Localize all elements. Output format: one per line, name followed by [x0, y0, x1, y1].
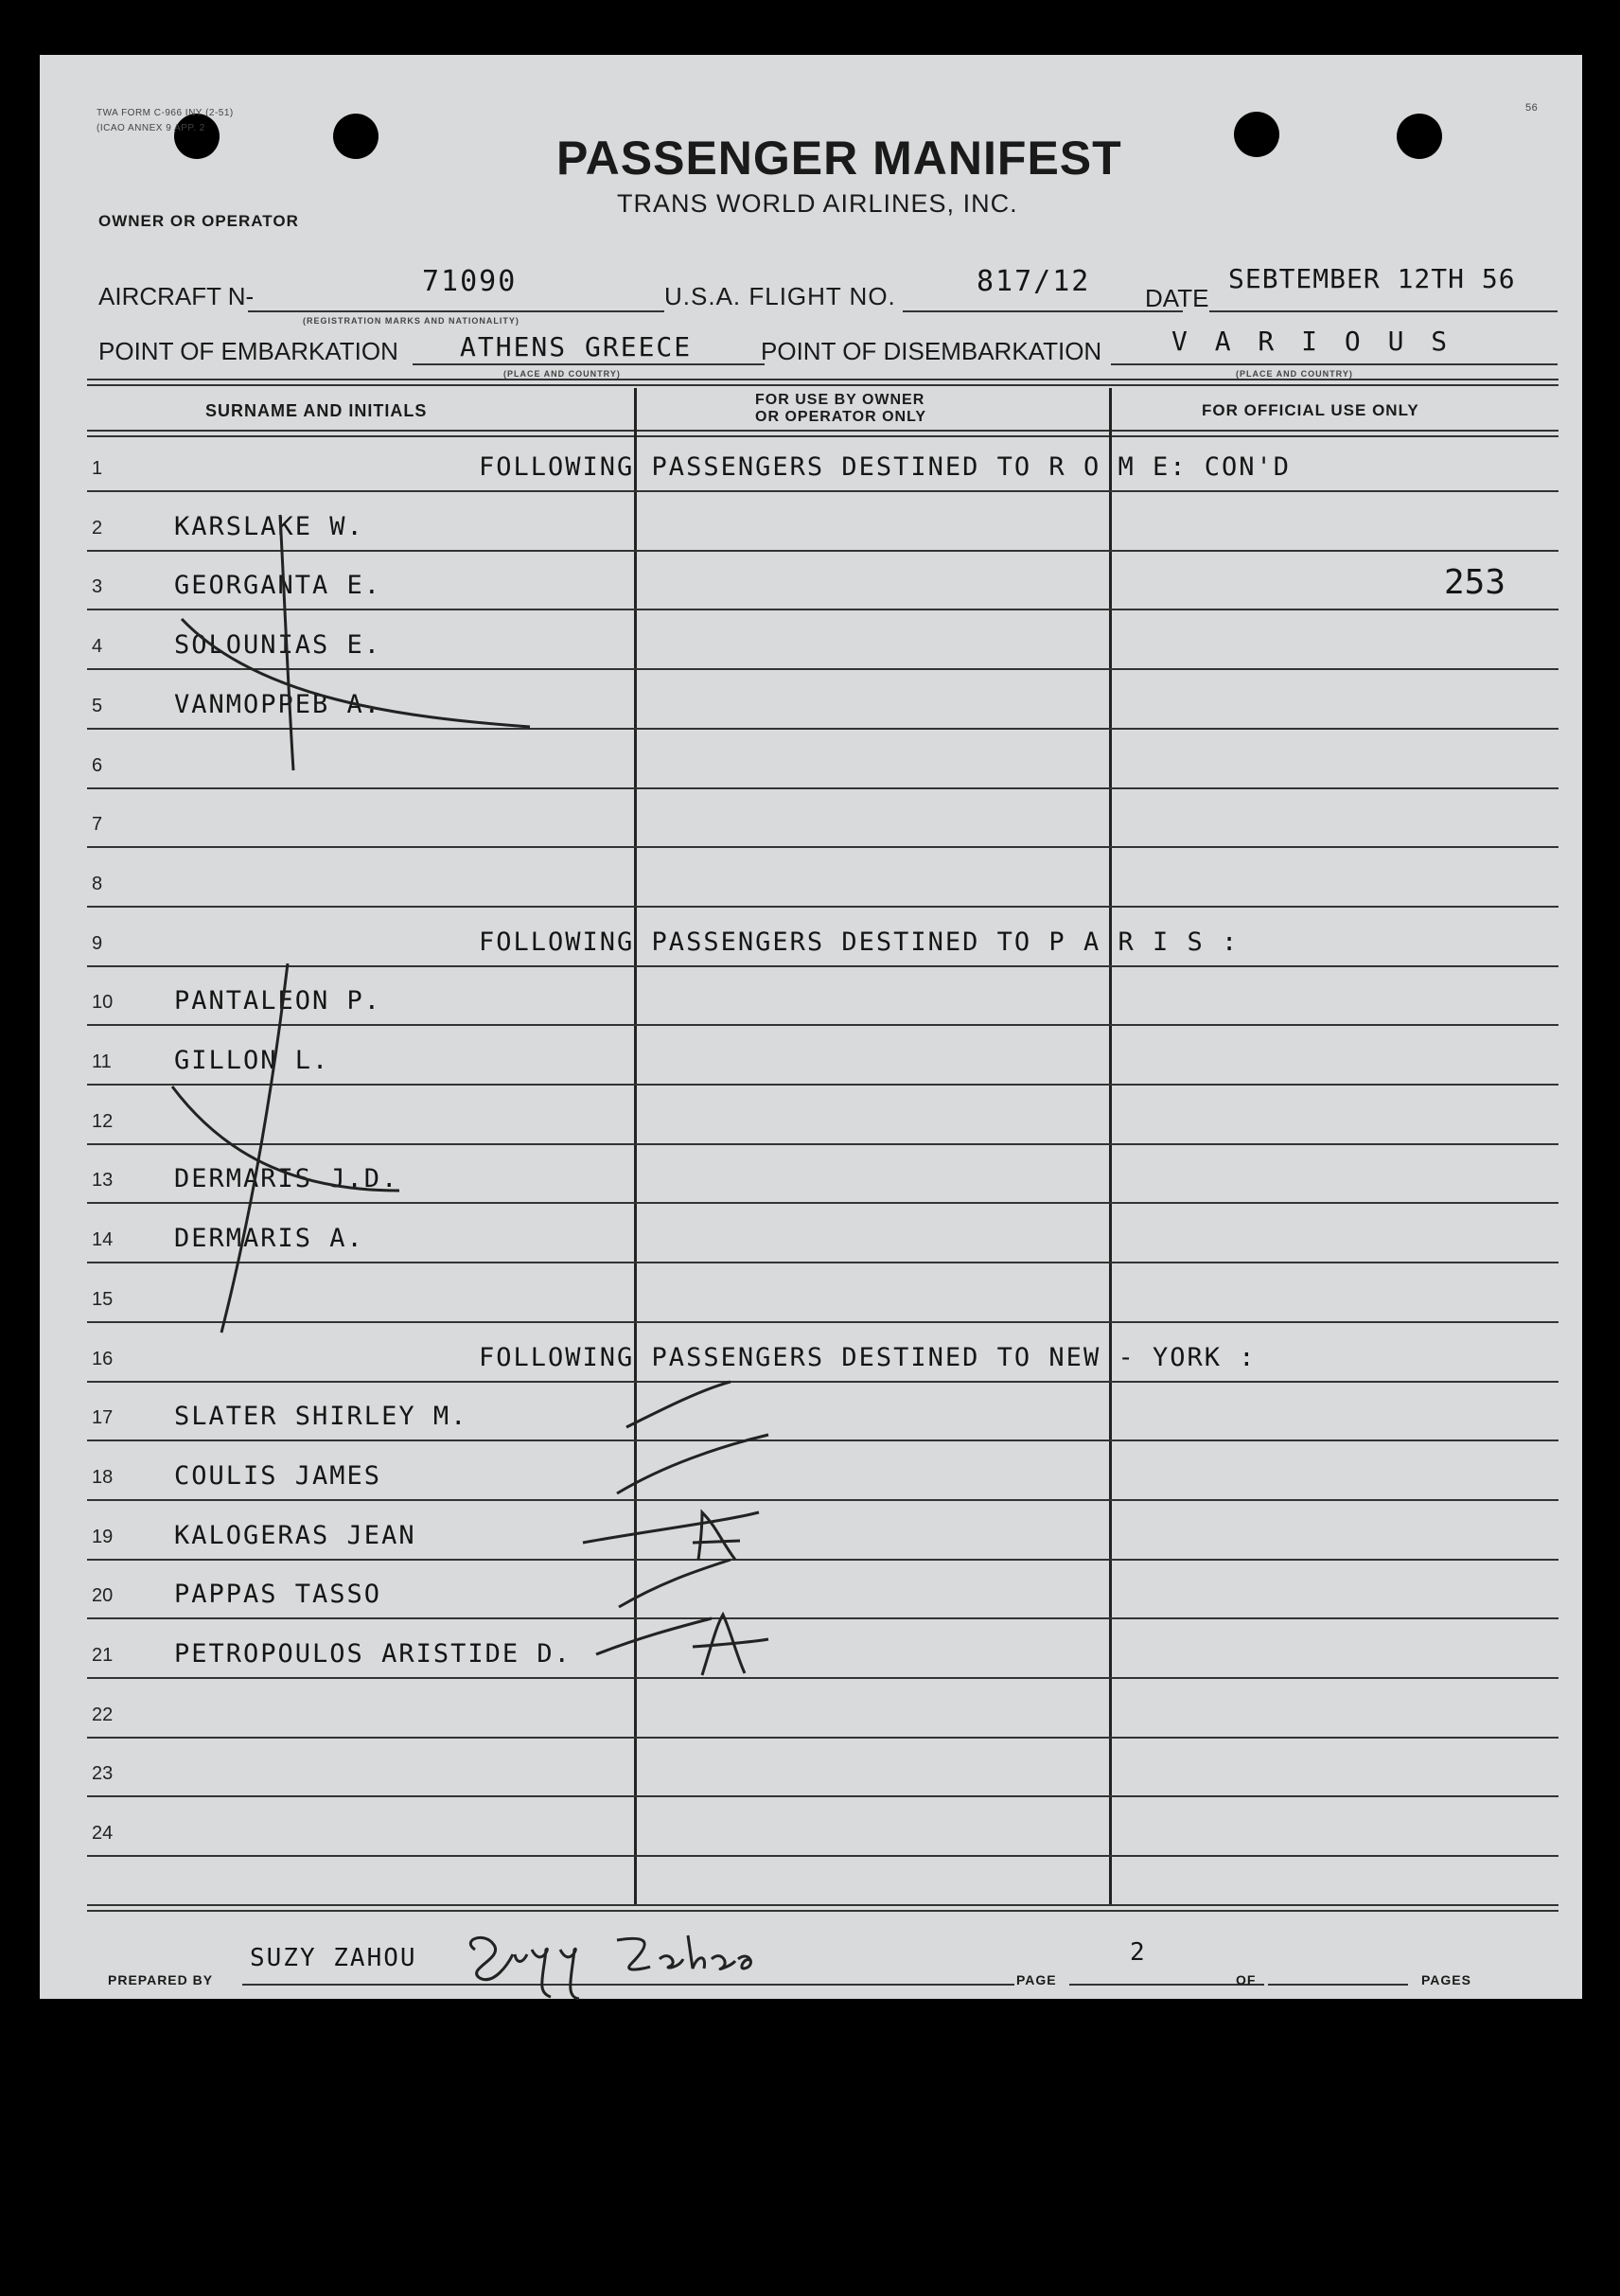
header-rule-bottom-1 [87, 430, 1558, 432]
row-rule [87, 965, 1558, 967]
of-underline [1268, 1984, 1408, 1986]
footer-rule-1 [87, 1904, 1558, 1906]
footer-rule-2 [87, 1910, 1558, 1912]
punch-hole-left-2 [333, 114, 379, 159]
punch-hole-right-1 [1234, 112, 1279, 157]
row-number: 18 [92, 1467, 114, 1488]
header-rule-top-2 [87, 384, 1558, 386]
date-label: DATE [1145, 284, 1209, 312]
disembarkation-sublabel: (PLACE AND COUNTRY) [1236, 369, 1353, 379]
punch-hole-left-1 [174, 114, 220, 159]
row-rule [87, 1795, 1558, 1797]
manifest-sheet [40, 55, 1582, 1999]
passenger-name: SLATER SHIRLEY M. [174, 1402, 468, 1431]
embarkation-value: ATHENS GREECE [460, 331, 693, 362]
of-label: OF [1236, 1972, 1257, 1987]
disembarkation-label: POINT OF DISEMBARKATION [761, 337, 1102, 365]
flight-underline [903, 310, 1183, 312]
passenger-name: PAPPAS TASSO [174, 1580, 382, 1609]
signature [456, 1912, 797, 2011]
flight-number-value: 817/12 [977, 265, 1091, 298]
row-number: 14 [92, 1229, 114, 1250]
passenger-name: DERMARIS A. [174, 1224, 364, 1253]
row-number: 11 [92, 1051, 112, 1072]
embarkation-label: POINT OF EMBARKATION [98, 337, 398, 365]
page-label: PAGE [1016, 1972, 1057, 1987]
row-rule [87, 1439, 1558, 1441]
column-header-owner-1: FOR USE BY OWNER [755, 392, 925, 408]
row-number: 6 [92, 755, 103, 776]
embarkation-underline [413, 363, 765, 365]
row-rule [87, 1737, 1558, 1739]
aircraft-sublabel: (REGISTRATION MARKS AND NATIONALITY) [303, 316, 519, 326]
row-number: 22 [92, 1704, 114, 1725]
page-title: PASSENGER MANIFEST [556, 132, 1122, 185]
row-number: 5 [92, 696, 103, 716]
row-number: 24 [92, 1823, 114, 1844]
row-number: 4 [92, 636, 103, 657]
row-number: 10 [92, 992, 114, 1013]
row-number: 9 [92, 933, 103, 954]
row-number: 15 [92, 1289, 114, 1310]
row-rule [87, 846, 1558, 848]
page-subtitle: TRANS WORLD AIRLINES, INC. [617, 189, 1018, 218]
flight-label: U.S.A. FLIGHT NO. [664, 282, 896, 310]
pages-label: PAGES [1421, 1972, 1471, 1987]
passenger-name: PETROPOULOS ARISTIDE D. [174, 1639, 572, 1669]
passenger-name: GILLON L. [174, 1046, 330, 1075]
passenger-name: KALOGERAS JEAN [174, 1521, 416, 1550]
passenger-name: COULIS JAMES [174, 1461, 382, 1491]
row-rule [87, 1617, 1558, 1619]
prepared-by-name: SUZY ZAHOU [250, 1944, 417, 1972]
row-rule [87, 787, 1558, 789]
row-rule [87, 550, 1558, 552]
disembarkation-underline [1111, 363, 1558, 365]
row-number: 8 [92, 874, 103, 894]
header-rule-bottom-2 [87, 435, 1558, 437]
row-rule [87, 1084, 1558, 1086]
row-rule [87, 906, 1558, 908]
row-number: 23 [92, 1763, 114, 1784]
destination-heading: FOLLOWING PASSENGERS DESTINED TO NEW - YORK : [479, 1343, 1257, 1372]
row-number: 1 [92, 458, 103, 479]
row-rule [87, 1143, 1558, 1145]
row-number: 21 [92, 1645, 114, 1666]
row-rule [87, 1024, 1558, 1026]
row-number: 20 [92, 1585, 114, 1606]
header-rule-top-1 [87, 379, 1558, 380]
disembarkation-value: V A R I O U S [1171, 326, 1453, 357]
row-rule [87, 728, 1558, 730]
passenger-name: DERMARIS J.D. [174, 1164, 399, 1193]
row-rule [87, 1499, 1558, 1501]
official-use-value: 253 [1444, 563, 1506, 602]
prepared-by-label: PREPARED BY [108, 1972, 214, 1987]
row-number: 16 [92, 1349, 114, 1369]
passenger-name: KARSLAKE W. [174, 512, 364, 541]
page-value: 2 [1130, 1938, 1147, 1967]
destination-heading: FOLLOWING PASSENGERS DESTINED TO P A R I S : [479, 927, 1240, 957]
column-header-surname: SURNAME AND INITIALS [205, 401, 428, 420]
column-header-official: FOR OFFICIAL USE ONLY [1202, 401, 1419, 419]
paris-group-strike [172, 963, 399, 1333]
row-rule [87, 1855, 1558, 1857]
aircraft-label: AIRCRAFT N- [98, 282, 255, 310]
row-rule [87, 1321, 1558, 1323]
row-rule [87, 609, 1558, 610]
row-number: 12 [92, 1111, 114, 1132]
corner-mark: 56 [1525, 102, 1539, 114]
row-number: 19 [92, 1527, 114, 1547]
row-number: 7 [92, 814, 103, 835]
form-code-line-1: TWA FORM C-966 INY (2-51) [97, 108, 234, 118]
passenger-name: SOLOUNIAS E. [174, 630, 382, 660]
aircraft-value: 71090 [422, 265, 518, 298]
owner-operator-label: OWNER OR OPERATOR [98, 212, 299, 230]
row-number: 3 [92, 576, 103, 597]
date-underline [1209, 310, 1558, 312]
row-number: 17 [92, 1407, 114, 1428]
embarkation-sublabel: (PLACE AND COUNTRY) [503, 369, 621, 379]
row-rule [87, 1677, 1558, 1679]
row-number: 2 [92, 518, 103, 539]
aircraft-underline [248, 310, 664, 312]
destination-heading: FOLLOWING PASSENGERS DESTINED TO R O M E: CON'D [479, 452, 1292, 482]
row-number: 13 [92, 1170, 114, 1191]
passenger-name: GEORGANTA E. [174, 571, 382, 600]
row-rule [87, 490, 1558, 492]
row-rule [87, 1381, 1558, 1383]
column-header-owner-2: OR OPERATOR ONLY [755, 409, 927, 425]
row-rule [87, 1202, 1558, 1204]
punch-hole-right-2 [1397, 114, 1442, 159]
row-rule [87, 1262, 1558, 1263]
row-rule [87, 1559, 1558, 1561]
passenger-name: VANMOPPEB A. [174, 690, 382, 719]
row-rule [87, 668, 1558, 670]
date-value: SEBTEMBER 12TH 56 [1228, 263, 1516, 294]
new-york-check-marks [583, 1382, 768, 1675]
form-code-line-2: (ICAO ANNEX 9 APP. 2 [97, 123, 205, 133]
passenger-name: PANTALEON P. [174, 986, 382, 1016]
